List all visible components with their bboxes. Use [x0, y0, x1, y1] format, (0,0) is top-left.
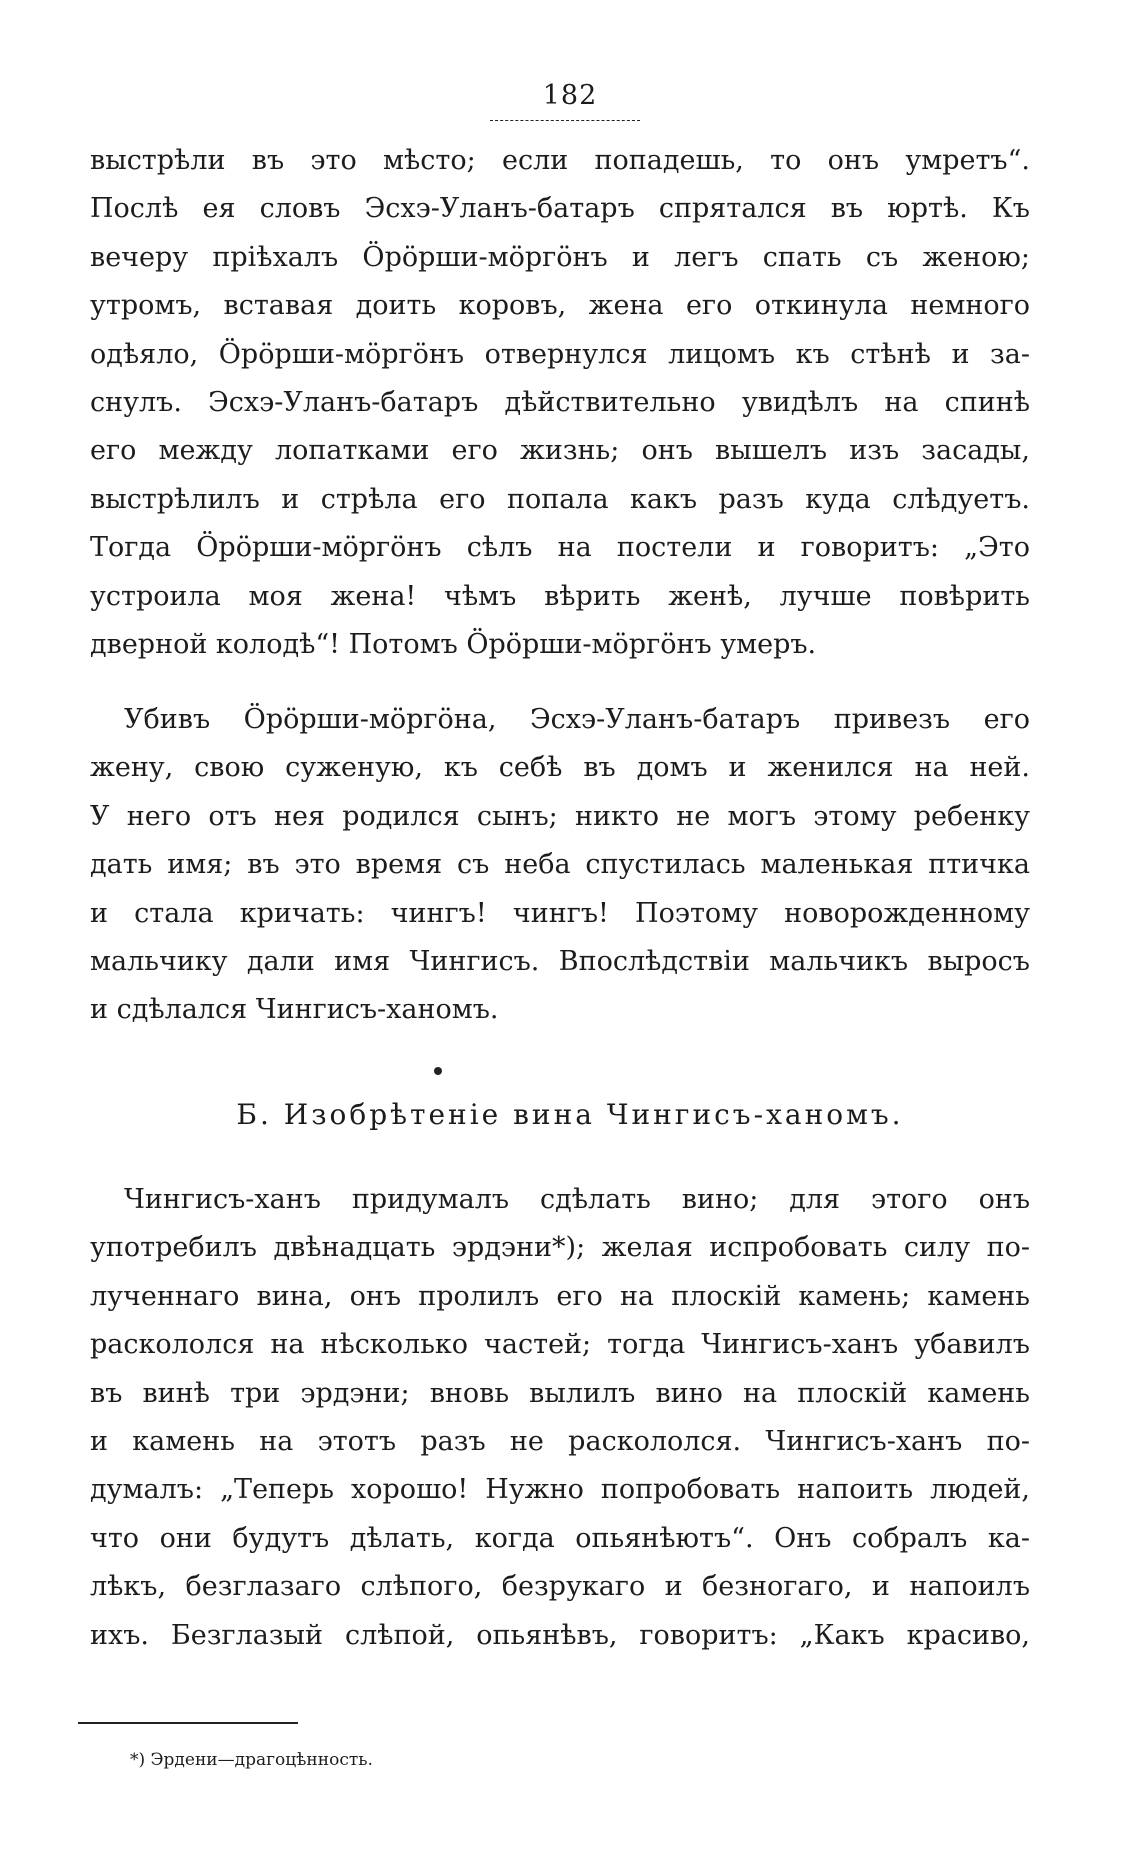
text-line: вечеру пріѣхалъ Öрöрши-мöргöнъ и легъ спать съ женою; [90, 241, 1030, 273]
text-line: одѣяло, Öрöрши-мöргöнъ отвернулся лицомъ къ стѣнѣ и за- [90, 338, 1030, 370]
footnote-rule [78, 1722, 298, 1724]
text-line: утромъ, вставая доить коровъ, жена его откинула немного [90, 290, 1030, 322]
text-line: что они будутъ дѣлать, когда опьянѣютъ“. Онъ собралъ ка- [90, 1522, 1030, 1554]
text-line: выстрѣли въ это мѣсто; если попадешь, то онъ умретъ“. [90, 145, 1030, 176]
paragraph-3 [90, 1176, 1030, 1660]
text-line: Тогда Öрöрши-мöргöнъ сѣлъ на постели и говоритъ: „Это [90, 532, 1030, 564]
text-line: дверной колодѣ“! Потомъ Öрöрши-мöргöнъ умеръ. [90, 628, 817, 660]
text-line: лученнаго вина, онъ пролилъ его на плоскій камень; камень [90, 1280, 1030, 1312]
text-line: и сдѣлался Чингисъ-ханомъ. [90, 994, 499, 1026]
text-line: выстрѣлилъ и стрѣла его попала какъ разъ куда слѣдуетъ. [90, 483, 1030, 515]
ornament-dot [434, 1067, 442, 1075]
text-line: У него отъ нея родился сынъ; никто не могъ этому ребенку [90, 800, 1030, 832]
text-line: Убивъ Öрöрши-мöргöна, Эсхэ-Уланъ-батаръ привезъ его [124, 704, 1030, 735]
text-line: ихъ. Безглазый слѣпой, опьянѣвъ, говоритъ: „Какъ красиво, [90, 1619, 1030, 1651]
text-line: Послѣ ея словъ Эсхэ-Уланъ-батаръ спрятался въ юртѣ. Къ [90, 193, 1030, 225]
section-heading: Б. Изобрѣтеніе вина Чингисъ-ханомъ. [236, 1098, 904, 1131]
text-line: и стала кричать: чингъ! чингъ! Поэтому новорожденному [90, 897, 1030, 929]
paragraph-2 [90, 696, 1030, 1035]
text-line: Чингисъ-ханъ придумалъ сдѣлать вино; для этого онъ [124, 1184, 1030, 1215]
text-line: употребилъ двѣнадцать эрдэни*); желая испробовать силу по- [90, 1232, 1030, 1264]
footnote: *) Эрдени—драгоцѣнность. [130, 1750, 373, 1770]
text-line: думалъ: „Теперь хорошо! Нужно попробовать напоить людей, [90, 1474, 1030, 1506]
text-line: и камень на этотъ разъ не раскололся. Чингисъ-ханъ по- [90, 1425, 1030, 1457]
text-line: лѣкъ, безглазаго слѣпого, безрукаго и безногаго, и напоилъ [90, 1571, 1030, 1603]
text-line: снулъ. Эсхэ-Уланъ-батаръ дѣйствительно увидѣлъ на спинѣ [90, 386, 1030, 418]
page-number: 182 [542, 80, 598, 111]
text-line: раскололся на нѣсколько частей; тогда Чингисъ-ханъ убавилъ [90, 1329, 1030, 1361]
text-line: жену, свою суженую, къ себѣ въ домъ и женился на ней. [90, 752, 1030, 784]
text-line: дать имя; въ это время съ неба спустилась маленькая птичка [90, 849, 1030, 881]
text-line: его между лопатками его жизнь; онъ вышелъ изъ засады, [90, 435, 1030, 467]
text-line: устроила моя жена! чѣмъ вѣрить женѣ, лучше повѣрить [90, 580, 1030, 612]
text-line: въ винѣ три эрдэни; вновь вылилъ вино на плоскій камень [90, 1377, 1030, 1409]
text-line: мальчику дали имя Чингисъ. Впослѣдствіи мальчикъ выросъ [90, 945, 1030, 977]
paragraph-1 [90, 137, 1030, 669]
page-number-rule [490, 120, 640, 121]
